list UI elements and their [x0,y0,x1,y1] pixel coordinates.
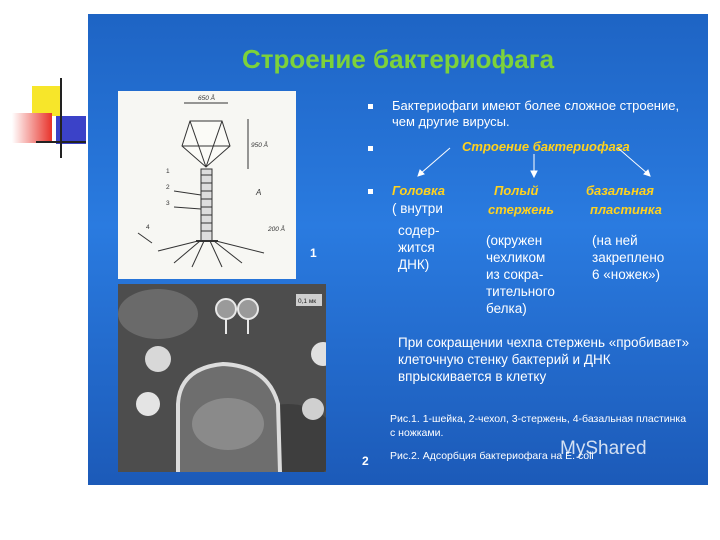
part-head-label: Головка [392,183,445,198]
deco-yellow-square [32,86,62,116]
figure-1-caption: Рис.1. 1-шейка, 2-чехол, 3-стержень, 4-базальная пластинка с ножками. [390,413,687,439]
bullet-marker-3 [368,189,373,194]
structure-heading: Строение бактериофага [462,139,630,154]
part-plate-desc: (на ней закреплено 6 «ножек») [592,233,665,282]
part-tail-sub: стержень [488,202,554,217]
bullet-text-1: Бактериофаги имеют более сложное строение, чем другие вирусы. [392,98,680,129]
diagram-label-4: 4 [146,224,150,231]
figure-1-number: 1 [310,246,317,260]
dimension-head-height: 950 Å [251,142,268,149]
diagram-label-3: 3 [166,200,170,207]
contraction-text: При сокращении чехпа стержень «пробивает» клеточную стенку бактерий и ДНК впрыскивается в клетку [398,335,690,384]
part-head-sub: ( внутри [392,201,443,216]
side-label: A [256,188,262,197]
part-plate-label: базальная [586,183,654,198]
slide [88,14,708,485]
figure-2-caption: Рис.2. Адсорбция бактериофага на E. coli [390,450,594,462]
deco-red-square [12,113,52,143]
part-tail-desc: (окружен чехликом из сокра- тительного белка) [486,233,555,316]
dimension-bottom: 200 Å [268,226,285,233]
watermark: MyShared [560,438,647,459]
part-tail-label: Полый [494,183,539,198]
part-head-desc: содер- жится ДНК) [398,223,440,272]
diagram-label-1: 1 [166,168,170,175]
diagram-label-2: 2 [166,184,170,191]
figure-2-number: 2 [362,454,369,468]
scale-bar-label: 0,1 мк [298,298,317,305]
dimension-width: 650 Å [198,95,215,102]
slide-title: Строение бактериофага [241,44,555,74]
deco-vertical-line [60,78,62,158]
part-plate-sub: пластинка [590,202,662,217]
deco-horizontal-line [36,141,86,143]
